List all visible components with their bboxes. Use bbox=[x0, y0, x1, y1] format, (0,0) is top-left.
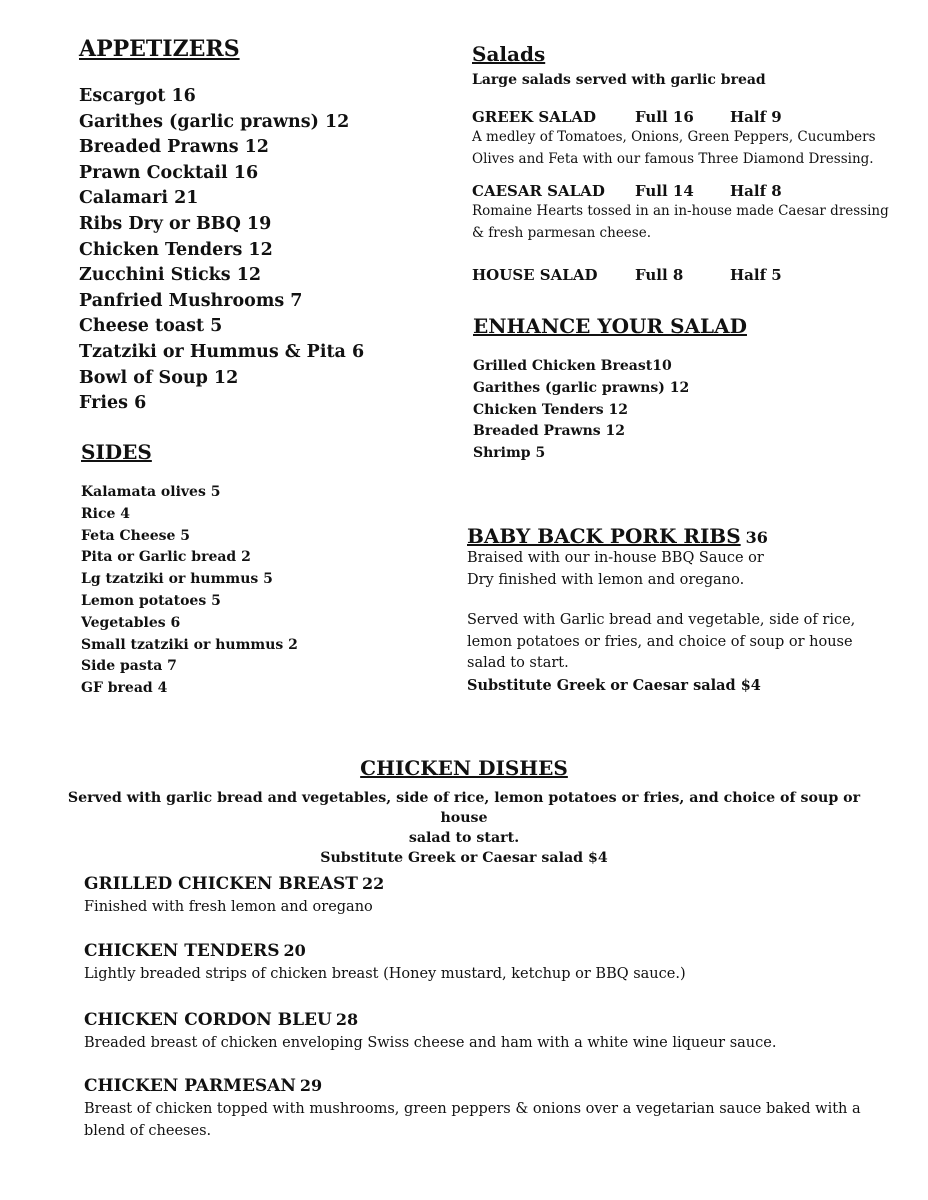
salad-house bbox=[472, 266, 912, 284]
menu-item: Calamari 21 bbox=[79, 188, 199, 209]
appetizers-list bbox=[79, 84, 364, 417]
menu-item: Panfried Mushrooms 7 bbox=[79, 290, 303, 311]
salads-section bbox=[472, 42, 912, 284]
ribs-substitute: Substitute Greek or Caesar salad $4 bbox=[467, 676, 761, 694]
chicken-served-line: salad to start. bbox=[408, 830, 520, 846]
dish-name-row bbox=[84, 1010, 884, 1030]
menu-item: Ribs Dry or BBQ 19 bbox=[79, 213, 272, 234]
menu-item: Chicken Tenders 12 bbox=[473, 401, 629, 418]
sides-section bbox=[81, 440, 298, 700]
menu-item: Small tzatziki or hummus 2 bbox=[81, 636, 298, 653]
menu-item: Lg tzatziki or hummus 5 bbox=[81, 571, 273, 588]
menu-item: Pita or Garlic bread 2 bbox=[81, 549, 251, 566]
salad-half-price: Half 5 bbox=[730, 266, 782, 284]
salad-description: & fresh parmesan cheese. bbox=[472, 225, 652, 241]
appetizers-section bbox=[79, 36, 364, 417]
dish-description: Breaded breast of chicken enveloping Swiss cheese and ham with a white wine liqueur sauce. bbox=[84, 1035, 777, 1051]
menu-item: Fries 6 bbox=[79, 393, 147, 414]
salad-description: A medley of Tomatoes, Onions, Green Peppers, Cucumbers bbox=[472, 129, 876, 145]
menu-item: Lemon potatoes 5 bbox=[81, 592, 221, 609]
dish-name: GRILLED CHICKEN BREAST bbox=[84, 874, 358, 894]
salad-name: HOUSE SALAD bbox=[472, 266, 598, 284]
ribs-description: Braised with our in-house BBQ Sauce or bbox=[467, 550, 764, 566]
menu-item: GF bread 4 bbox=[81, 680, 168, 697]
dish-description: Breast of chicken topped with mushrooms, green peppers & onions over a vegetarian sauce baked with a bbox=[84, 1101, 861, 1117]
menu-item: Rice 4 bbox=[81, 505, 130, 522]
dish-price: 29 bbox=[299, 1076, 323, 1095]
chicken-heading: CHICKEN DISHES bbox=[360, 756, 568, 780]
menu-item: Garithes (garlic prawns) 12 bbox=[79, 111, 350, 132]
dish-price: 22 bbox=[361, 874, 385, 893]
ribs-title-row bbox=[467, 524, 907, 548]
salad-description: Romaine Hearts tossed in an in-house made Caesar dressing bbox=[472, 203, 889, 219]
dish-name-row bbox=[84, 941, 884, 961]
menu-item: Feta Cheese 5 bbox=[81, 527, 191, 544]
salad-full-price: Full 14 bbox=[635, 182, 694, 200]
chicken-dish bbox=[84, 1010, 884, 1054]
salad-half-price: Half 9 bbox=[730, 108, 782, 126]
dish-price: 28 bbox=[335, 1010, 359, 1029]
ribs-price: 36 bbox=[745, 528, 768, 547]
salad-greek bbox=[472, 108, 912, 170]
menu-item: Vegetables 6 bbox=[81, 614, 181, 631]
enhance-heading: ENHANCE YOUR SALAD bbox=[473, 314, 747, 338]
menu-item: Cheese toast 5 bbox=[79, 316, 223, 337]
salads-subtitle: Large salads served with garlic bread bbox=[472, 72, 766, 88]
menu-item: Chicken Tenders 12 bbox=[79, 239, 273, 260]
ribs-title: BABY BACK PORK RIBS bbox=[467, 524, 741, 548]
menu-item: Prawn Cocktail 16 bbox=[79, 162, 259, 183]
chicken-dish bbox=[84, 874, 884, 918]
enhance-list bbox=[473, 356, 747, 465]
salad-caesar bbox=[472, 182, 912, 244]
dish-name-row bbox=[84, 874, 884, 894]
salad-full-price: Full 8 bbox=[635, 266, 684, 284]
menu-item: Garithes (garlic prawns) 12 bbox=[473, 379, 690, 396]
enhance-salad-section bbox=[473, 314, 747, 465]
menu-item: Grilled Chicken Breast10 bbox=[473, 358, 672, 374]
sides-heading: SIDES bbox=[81, 440, 152, 464]
salad-name: CAESAR SALAD bbox=[472, 182, 605, 200]
dish-description: Lightly breaded strips of chicken breast (Honey mustard, ketchup or BBQ sauce.) bbox=[84, 966, 686, 982]
salad-price-row bbox=[472, 266, 912, 284]
salads-heading: Salads bbox=[472, 42, 546, 66]
salad-name: GREEK SALAD bbox=[472, 108, 597, 126]
menu-item: Side pasta 7 bbox=[81, 658, 177, 675]
menu-item: Escargot 16 bbox=[79, 86, 196, 106]
menu-item: Shrimp 5 bbox=[473, 445, 546, 462]
salad-half-price: Half 8 bbox=[730, 182, 782, 200]
salad-description: Olives and Feta with our famous Three Diamond Dressing. bbox=[472, 151, 874, 167]
chicken-dish bbox=[84, 941, 884, 985]
menu-item: Breaded Prawns 12 bbox=[473, 423, 625, 440]
appetizers-heading: APPETIZERS bbox=[79, 36, 240, 62]
menu-item: Breaded Prawns 12 bbox=[79, 137, 269, 158]
ribs-section bbox=[467, 524, 907, 696]
dish-price: 20 bbox=[283, 941, 306, 960]
menu-item: Bowl of Soup 12 bbox=[79, 367, 239, 388]
dish-name: CHICKEN TENDERS bbox=[84, 941, 280, 961]
chicken-served-line: Served with garlic bread and vegetables, side of rice, lemon potatoes or fries, and choice of soup or house bbox=[67, 790, 861, 826]
ribs-served-with: Served with Garlic bread and vegetable, side of rice, bbox=[467, 612, 856, 628]
ribs-description: Dry finished with lemon and oregano. bbox=[467, 571, 745, 588]
salad-full-price: Full 16 bbox=[635, 108, 694, 126]
salad-price-row bbox=[472, 182, 912, 200]
sides-list bbox=[81, 482, 298, 700]
chicken-substitute: Substitute Greek or Caesar salad $4 bbox=[320, 850, 608, 866]
menu-item: Tzatziki or Hummus & Pita 6 bbox=[79, 341, 365, 362]
dish-name: CHICKEN PARMESAN bbox=[84, 1076, 296, 1096]
chicken-dish bbox=[84, 1076, 884, 1142]
dish-description: Finished with fresh lemon and oregano bbox=[84, 899, 373, 915]
menu-item: Zucchini Sticks 12 bbox=[79, 265, 262, 286]
dish-name: CHICKEN CORDON BLEU bbox=[84, 1010, 332, 1030]
dish-name-row bbox=[84, 1076, 884, 1096]
salad-price-row bbox=[472, 108, 912, 126]
chicken-served-with bbox=[54, 788, 874, 868]
menu-item: Kalamata olives 5 bbox=[81, 484, 221, 500]
ribs-served-with: salad to start. bbox=[467, 655, 569, 671]
dish-description: blend of cheeses. bbox=[84, 1123, 212, 1139]
chicken-dishes-section bbox=[0, 756, 928, 868]
ribs-served-with: lemon potatoes or fries, and choice of soup or house bbox=[467, 633, 853, 650]
